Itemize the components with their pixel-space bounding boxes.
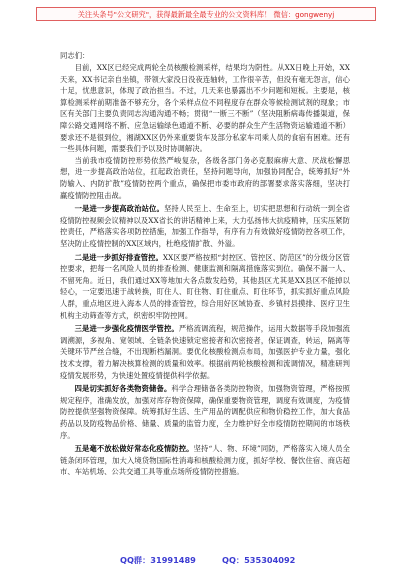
paragraph-lead: 四是切实抓好各类物资储备。: [74, 384, 172, 394]
paragraph-situation: [60, 155, 350, 201]
paragraph-point-5: [60, 443, 350, 478]
promo-banner: 关注头条号"公文研究"，获得最新最全最专业的公文资料库！ 微信：gongwenyj: [36, 7, 376, 21]
speech-body: [60, 50, 350, 478]
paragraph-lead: 五是毫不放松做好常态化疫情防控。: [74, 444, 194, 454]
paragraph-text: 坚持人民至上、生命至上，切实把思想和行动统一到全省疫情防控视频会议精神以及XX省长的讲话精神上来，大力弘扬伟大抗疫精神，压实压紧防控责任，严格落实各项防控措施，加强工作指导，有序有力有效做好疫情防控各项工作，坚决防止疫情控制的XX区域内，杜绝疫情扩散、外溢。: [60, 204, 350, 248]
qq-group-label: QQ群：31991489: [120, 555, 196, 565]
paragraph-point-4: [60, 383, 350, 441]
paragraph-intro: [60, 62, 350, 155]
paragraph-lead: 三是进一步强化疫情医学管控。: [74, 324, 179, 334]
paragraph-text: 坚持“人、物、环境”同防，严格落实入境人员全链条闭环管理，加大入境货物国际性消毒和核酸检测力度，抓好学校、餐饮住宿、商店超市、车站机场、公共交通工具等重点场所疫情防控措施。: [60, 444, 350, 477]
paragraph-point-3: [60, 323, 350, 381]
qq-contact-label: QQ：535304092: [222, 555, 296, 565]
paragraph-point-1: [60, 203, 350, 249]
contact-footer: [0, 553, 408, 567]
paragraph-lead: 二是进一步抓好排查管控。: [74, 252, 163, 262]
salutation: 同志们：: [60, 51, 90, 60]
paragraph-text: 当前我市疫情防控形势依然严峻复杂，各级各部门务必克服麻痹大意、厌战松懈思想，进一步提高政治站位，扛起政治责任，坚持问题导向，加强协同配合，统筹抓好“外防输入、内防扩散”疫情防控两个重点，确保把市委市政府的部署要求落实落细，坚决打赢疫情防控阻击战。: [60, 155, 350, 200]
paragraph-text: 目前，XX区已经完成两轮全员核酸检测采样，结果均为阴性。从XX日晚上开始，XX天来，XX书记亲自坐镇，带领大家没日没夜连轴转，工作很辛苦，但没有毫无怨言，信心十足，忧患意识，体现了政治担当。不过，几天来也暴露出不少问题和短板。主要是，核算检测采样前期准备不够充分，各个采样点位不同程度存在群众等候检测试剂的现象；市区有关部门主要负责同志沟通沟通不畅；贯彻“一断三不断”（坚决阻断病毒传播渠道，保障公路交通网络不断、应急运输绿色通道不断、必要的群众生产生活物资运输通道不断）要求还不是很到位，湘湖XX区仍外来重要货车及部分私家车司乘人员的食宿有困难。还有一些具体问题，需要我们予以及时协调解决。: [60, 63, 350, 154]
paragraph-text: 科学合理储备各类防控物资，加强物资管理，严格按照规定程序，准确发放，加强对库存物资保障，确保重要物资管理，调度有效调度，为疫情防控提供坚强物资保障。统筹抓好生活、生产用品的调配供应和物价稳控工作，加大食品药品以及防疫物品价格、储量、质量的监管力度，全力维护好全市疫情防控期间的市场秩序。: [60, 384, 350, 440]
paragraph-point-2: [60, 252, 350, 322]
paragraph-text: XX区要严格按照“封控区、管控区、防范区”的分级分区管控要求，把每一名风险人员的排查检测、健康监测和隔离措施落实到位。确保不漏一人、不留死角。近日，我们通过XX等地加大各点数发趋势，其他县区尤其是XX县区不能掉以轻心，一定要迅速于战转换，盯住人、盯住物、盯住重点、盯住环节，抓实抓好重点风险人群，重点地区进入海本人员的排查管控，综合用好区域协查、乡镇村县摸排、医疗卫生机构主动筛查等方式，织密织牢防控网。: [60, 252, 350, 320]
paragraph-text: 严格流调流程，规范操作，运用大数据等手段加强流调溯源，多视角、宽领域、全链条快速锁定密接者和次密接者，保证调查，转运，隔离等关键环节严丝合缝，不出现断档漏洞。要优化核酸检测点布局，加强医护专业力量，强化技术支撑，着力解决核算检测的质量和效率。根据前两轮核酸检测和流调情况，精准研判疫情发展形势，为快速处置疫情提供科学依据。: [60, 324, 350, 380]
paragraph-lead: 一是进一步提高政治站位。: [74, 204, 164, 214]
